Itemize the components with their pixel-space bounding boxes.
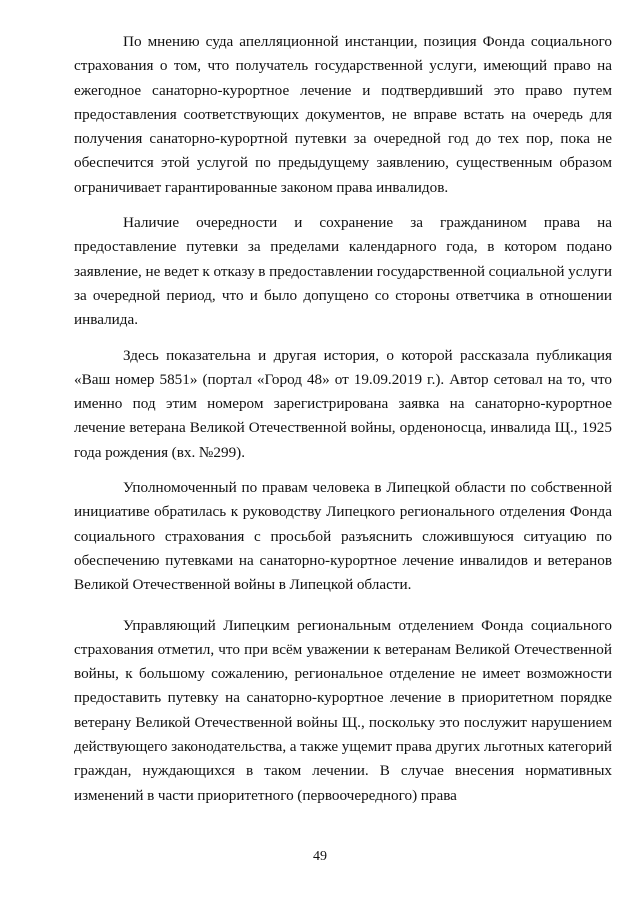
paragraph-queue-rights: Наличие очередности и сохранение за гражданином права на предоставление путевки за пределами календарного года, в котором подано заявление, не ведет к отказу в предоставлении государственной социальной услуги за очередной период, что и было допущено со стороны ответчика в отношении инвалида. xyxy=(74,214,612,329)
paragraph-publication-story: Здесь показательна и другая история, о которой рассказала публикация «Ваш номер 5851» (портал «Город 48» от 19.09.2019 г.). Автор сетовал на то, что именно под этим номером зарегистрирована заявка на санаторно-курортное лечение ветерана Великой Отечественной войны, орденоносца, инвалида Щ., 1925 года рождения (вх. №299). xyxy=(74,346,612,461)
document-body xyxy=(74,30,612,808)
page-number: 49 xyxy=(313,849,327,864)
paragraph-ombudsman-initiative: Уполномоченный по правам человека в Липецкой области по собственной инициативе обратилась к руководству Липецкого регионального отделения Фонда социального страхования с просьбой разъяснить сложившуюся ситуацию по обеспечению путевками на санаторно-курортное лечение инвалидов и ветеранов Великой Отечественной войны в Липецкой области. xyxy=(74,479,612,594)
paragraph-manager-response: Управляющий Липецким региональным отделением Фонда социального страхования отметил, что при всём уважении к ветеранам Великой Отечественной войны, к большому сожалению, региональное отделение не имеет возможности предоставить путевку на санаторно-курортное лечение в приоритетном порядке ветерану Великой Отечественной войны Щ., поскольку это послужит нарушением действующего законодательства, а также ущемит права других льготных категорий граждан, нуждающихся в таком лечении. В случае внесения нормативных изменений в части приоритетного (первоочередного) права xyxy=(74,616,612,804)
paragraph-fss-position: По мнению суда апелляционной инстанции, позиция Фонда социального страхования о том, что получатель государственной услуги, имеющий право на ежегодное санаторно-курортное лечение и подтвердивший это право путем предоставления соответствующих документов, не вправе встать на очередь для получения санаторно-курортной путевки за очередной год до тех пор, пока не обеспечится этой услугой по предыдущему заявлению, существенным образом ограничивает гарантированные законом права инвалидов. xyxy=(74,33,612,196)
